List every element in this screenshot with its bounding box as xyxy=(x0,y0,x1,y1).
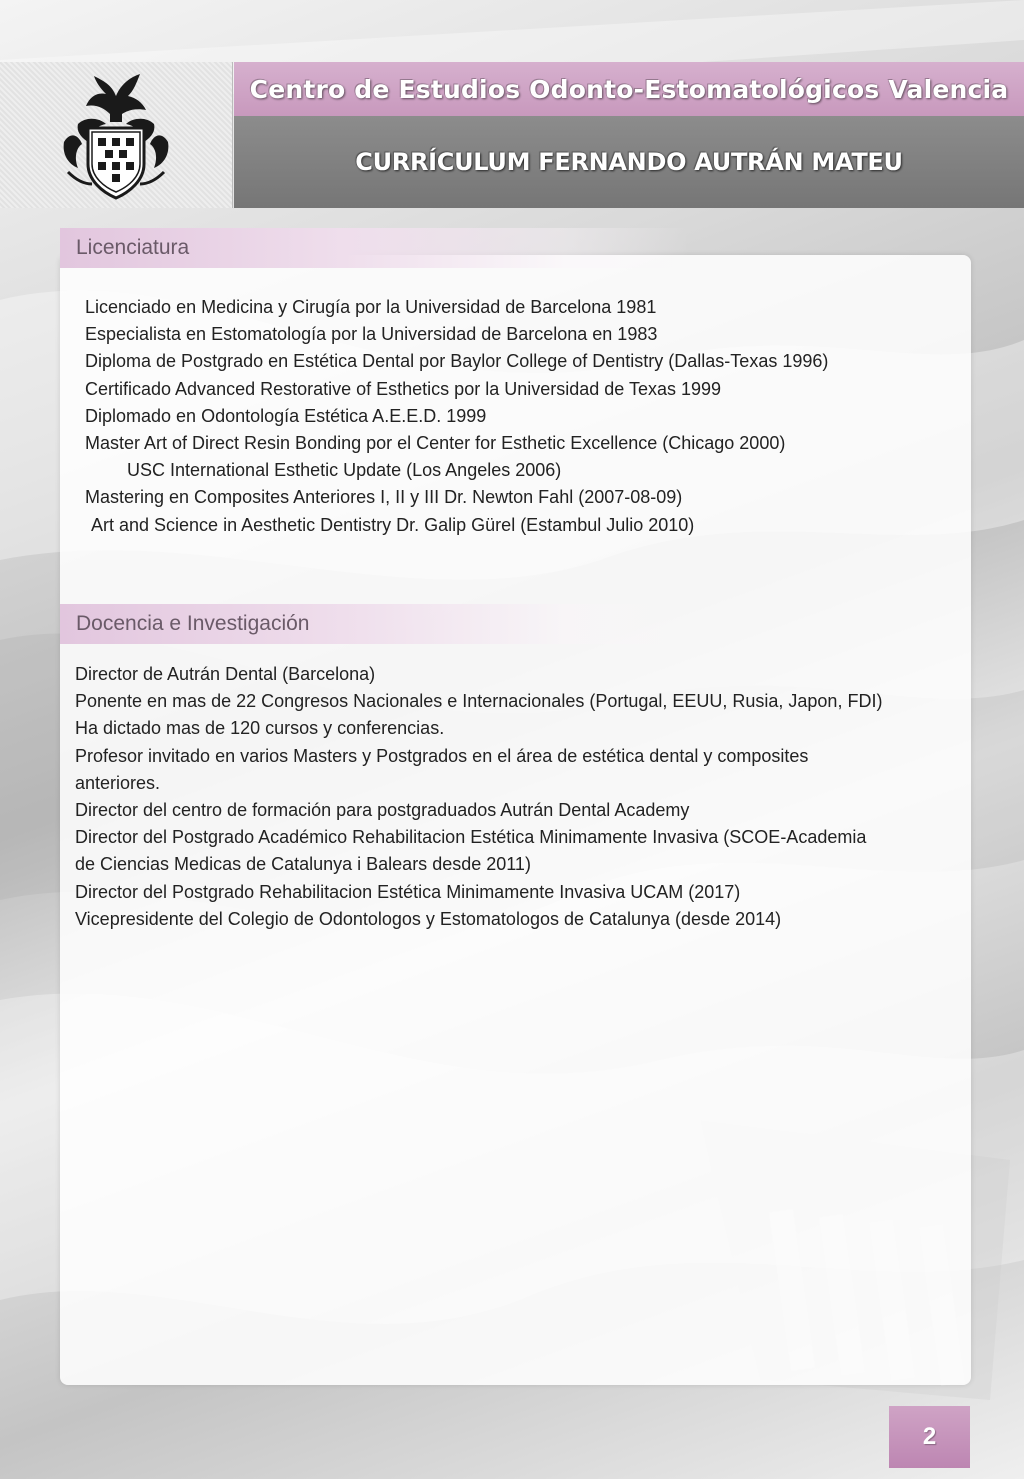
list-item: Master Art of Direct Resin Bonding por el Center for Esthetic Excellence (Chicago 2000) xyxy=(85,433,786,454)
heraldic-crest-icon xyxy=(56,72,176,200)
list-item: Director del centro de formación para postgraduados Autrán Dental Academy xyxy=(75,800,690,821)
list-item: Licenciado en Medicina y Cirugía por la Universidad de Barcelona 1981 xyxy=(85,297,657,317)
page-number-badge xyxy=(889,1406,970,1468)
list-item: Diplomado en Odontología Estética A.E.E.D. 1999 xyxy=(85,405,487,426)
document-title: CURRÍCULUM FERNANDO AUTRÁN MATEU xyxy=(355,148,903,176)
section-header-licenciatura xyxy=(60,228,690,268)
section-title: Docencia e Investigación xyxy=(76,612,310,635)
list-item: USC International Esthetic Update (Los Angeles 2006) xyxy=(127,460,562,481)
docencia-list xyxy=(75,661,890,933)
list-item: Vicepresidente del Colegio de Odontologos y Estomatologos de Catalunya (desde 2014) xyxy=(75,908,782,929)
logo-panel xyxy=(0,62,233,208)
list-item: Certificado Advanced Restorative of Esthetics por la Universidad de Texas 1999 xyxy=(85,378,722,399)
list-item: Mastering en Composites Anteriores I, II y III Dr. Newton Fahl (2007-08-09) xyxy=(85,487,683,508)
list-item: Director del Postgrado Académico Rehabilitacion Estética Minimamente Invasiva (SCOE-Academia de Ciencias Medicas de Catalunya i Balears desde 2011) xyxy=(75,827,867,875)
list-item: Diploma de Postgrado en Estética Dental por Baylor College of Dentistry (Dallas-Texas 1996) xyxy=(85,351,829,372)
list-item: Especialista en Estomatología por la Universidad de Barcelona en 1983 xyxy=(85,324,658,345)
licenciatura-list xyxy=(85,294,828,539)
list-item: Director de Autrán Dental (Barcelona) xyxy=(75,664,376,684)
institution-name: Centro de Estudios Odonto-Estomatológicos Valencia xyxy=(249,74,1009,104)
section-header-docencia xyxy=(60,604,690,644)
list-item: Ha dictado mas de 120 cursos y conferencias. xyxy=(75,718,445,739)
institution-banner xyxy=(234,62,1024,116)
list-item: Director del Postgrado Rehabilitacion Estética Minimamente Invasiva UCAM (2017) xyxy=(75,881,741,902)
section-title: Licenciatura xyxy=(76,236,190,259)
page-number: 2 xyxy=(922,1423,937,1450)
list-item: Ponente en mas de 22 Congresos Nacionales e Internacionales (Portugal, EEUU, Rusia, Japon, FDI) xyxy=(75,691,883,712)
list-item: Profesor invitado en varios Masters y Postgrados en el área de estética dental y composites anteriores. xyxy=(75,745,809,793)
list-item: Art and Science in Aesthetic Dentistry Dr. Galip Gürel (Estambul Julio 2010) xyxy=(91,514,695,535)
title-banner xyxy=(234,116,1024,208)
